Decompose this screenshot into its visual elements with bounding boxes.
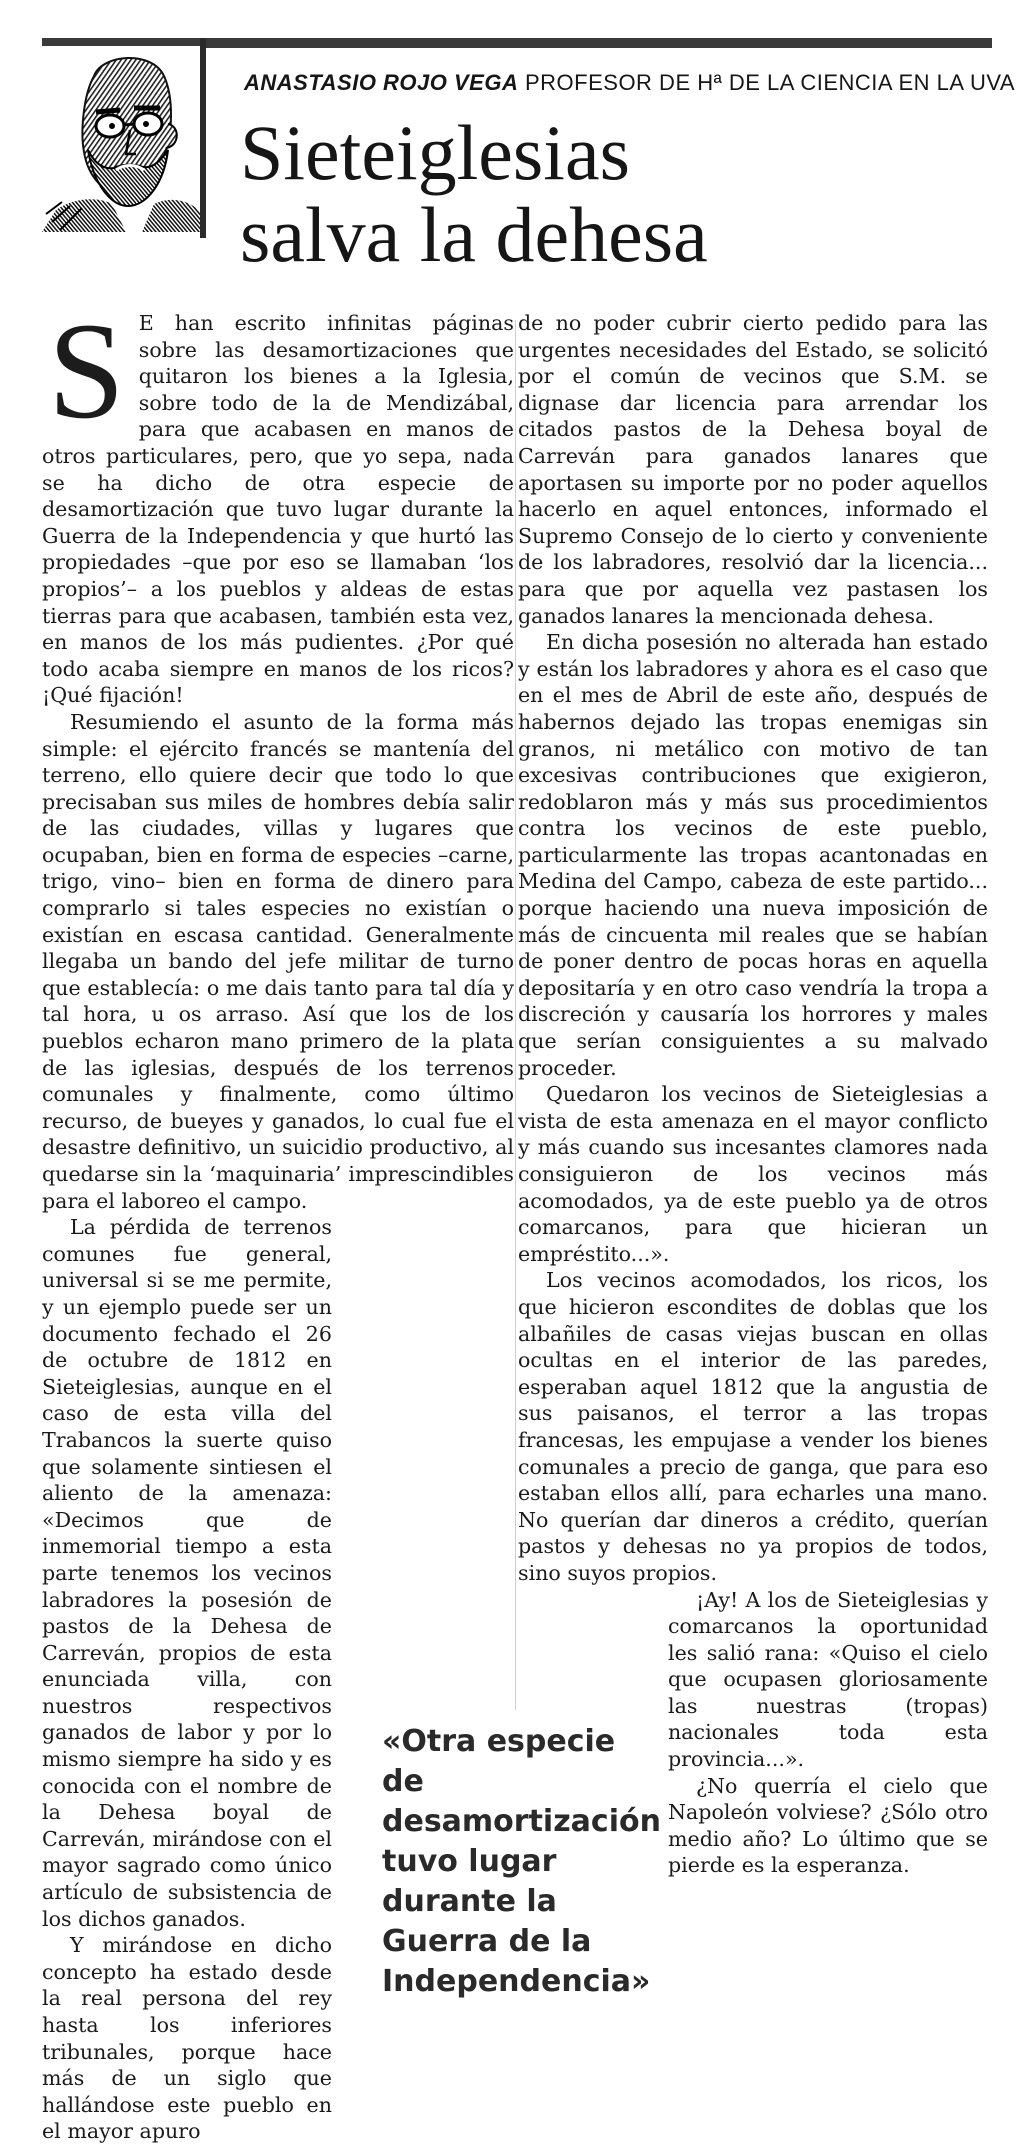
article-paragraph: ¿No querría el cielo que Napoleón volviese? ¿Sólo otro medio año? Lo último que se pierde es la esperanza. <box>668 1773 988 1878</box>
byline-role: PROFESOR DE Hª DE LA CIENCIA EN LA UVA <box>524 70 1016 95</box>
headline-line-2: salva la dehesa <box>240 191 708 278</box>
article-paragraph: Quedaron los vecinos de Sieteiglesias a vista de esta amenaza en el mayor conflicto y más cuando sus incesantes clamores nada consiguieron de los vecinos más acomodados, ya de este pueblo ya de otros comarcanos, para que hicieran un empréstito...». <box>518 1082 988 1266</box>
article-paragraph: La pérdida de terrenos comunes fue general, universal si se me permite, y un ejemplo puede ser un documento fechado el 26 de octubre de 1812 en Sieteiglesias, aunque en el caso de esta villa del Trabancos la suerte quiso que solamente sintiesen el aliento de la amenaza: «Decimos que de inmemorial tiempo a esta parte tenemos los vecinos labradores la posesión de pastos de la Dehesa de Carreván, propios de esta enunciada villa, con nuestros respectivos ganados de labor y por lo mismo siempre ha sido y es conocida con el nombre de la Dehesa boyal de Carreván, mirándose con el mayor sagrado como único artículo de subsistencia de los dichos ganados. <box>42 1215 332 1931</box>
byline <box>244 70 1015 96</box>
column-divider <box>515 320 516 1800</box>
headline <box>240 109 1000 278</box>
article-paragraph: de no poder cubrir cierto pedido para las urgentes necesidades del Estado, se solicitó por el común de vecinos que S.M. se dignase dar licencia para arrendar los citados pastos de la Dehesa boyal de Carreván para ganados lanares que aportasen su importe por no poder aquellos hacerlo en aquel entonces, informado el Supremo Consejo de lo cierto y conveniente de los labradores, resolvió dar la licencia... para que por aquella vez pastasen los ganados lanares la mencionada dehesa. <box>518 311 988 628</box>
article-paragraph <box>42 294 514 709</box>
article-paragraph: En dicha posesión no alterada han estado y están los labradores y ahora es el caso que en el mes de Abril de este año, después de habernos dejado las tropas enemigas sin granos, ni metálico con motivo de tan excesivas contribuciones que exigieron, redoblaron más y más sus procedimientos contra los vecinos de este pueblo, particularmente las tropas acantonadas en Medina del Campo, cabeza de este partido... porque haciendo una nueva imposición de más de cincuenta mil reales que se habían de poner dentro de pocas horas en aquella depositaría y en otro caso vendría la tropa a discreción y causaría los horrores y males que serían consiguientes a su malvado proceder. <box>518 630 988 1080</box>
article-paragraph: Los vecinos acomodados, los ricos, los que hicieron escondites de doblas que los albañiles de casas viejas buscan en ollas ocultas en el interior de las paredes, esperaban aquel 1812 que la angustia de sus paisanos, el terror a las tropas francesas, les empujase a vender los bienes comunales a precio de ganga, que para eso estaban ellos allí, para echarles una mano. No querían dar dineros a crédito, querían pastos y dehesas no ya propios de todos, sino suyos propios. <box>518 1268 988 1585</box>
byline-author: ANASTASIO ROJO VEGA <box>244 70 519 95</box>
article-paragraph: Resumiendo el asunto de la forma más simple: el ejército francés se mantenía del terreno, ello quiere decir que todo lo que precisaban sus miles de hombres debía salir de las ciudades, villas y lugares que ocupaban, bien en forma de especies –carne, trigo, vino– bien en forma de dinero para comprarlo si tales especies no existían o existían en escasa cantidad. Generalmente llegaba un bando del jefe militar de turno que establecía: o me dais tanto para tal día y tal hora, u os arraso. Así que los de los pueblos echaron mano primero de la plata de las iglesias, después de los terrenos comunales y finalmente, como último recurso, de bueyes y ganados, lo cual fue el desastre definitivo, un suicidio productivo, al quedarse sin la ‘maquinaria’ imprescindibles para el laboreo el campo. <box>42 709 514 1213</box>
article-paragraph: Y mirándose en dicho concepto ha estado desde la real persona del rey hasta los inferiores tribunales, porque hace más de un siglo que hallándose este pueblo en el mayor apuro <box>42 1933 332 2144</box>
paragraph-text: E han escrito infinitas páginas sobre las desamortizaciones que quitaron los bienes a la Iglesia, sobre todo de la de Mendizábal, para que acabasen en manos de otros particulares, pero, que yo sepa, nada se ha dicho de otra especie de desamortización que tuvo lugar durante la Guerra de la Independencia y que hurtó las propiedades –que por eso se llamaban ‘los propios’– a los pueblos y aldeas de estas tierras para que acabasen, también esta vez, en manos de los más pudientes. ¿Por qué todo acaba siempre en manos de los ricos? ¡Qué fijación! <box>42 311 514 708</box>
header-divider <box>200 38 206 238</box>
headline-line-1: Sieteiglesias <box>240 109 630 196</box>
article-paragraph: ¡Ay! A los de Sieteiglesias y comarcanos la oportunidad les salió rana: «Quiso el cielo que ocupasen gloriosamente las nuestras (tropas) nacionales toda esta provincia...». <box>668 1587 988 1772</box>
pull-quote: «Otra especie de desamortización tuvo lugar durante la Guerra de la Independencia» <box>382 1724 661 1999</box>
author-portrait <box>42 46 200 232</box>
drop-cap: S <box>48 294 125 447</box>
